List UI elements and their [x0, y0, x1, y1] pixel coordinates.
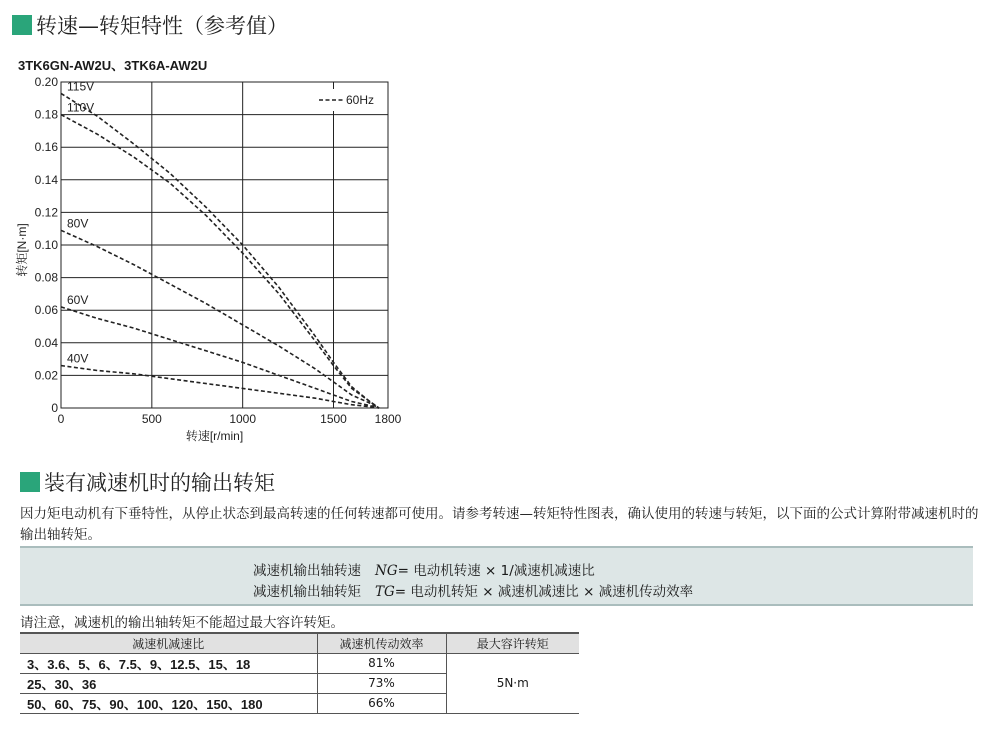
- series-label-110V: 110V: [67, 100, 95, 115]
- y-tick-label: 0.10: [34, 238, 58, 252]
- intro-paragraph: 因力矩电动机有下垂特性，从停止状态到最高转速的任何转速都可使用。请参考转速—转矩特性图表，确认使用的转速与转矩，以下面的公式计算附带减速机时的输出轴转矩。: [20, 506, 979, 543]
- y-tick-label: 0: [51, 401, 58, 415]
- ratio-cell: 25、30、36: [20, 673, 317, 693]
- formula-expression: = 电动机转矩 × 减速机减速比 × 减速机传动效率: [394, 584, 694, 600]
- formula-symbol: TG: [375, 584, 395, 600]
- section-title-output-torque: [20, 467, 275, 497]
- y-tick-label: 0.14: [34, 172, 58, 187]
- x-tick-label: 500: [141, 412, 162, 426]
- y-tick-label: 0.16: [34, 140, 58, 155]
- formula-expression: = 电动机转速 × 1/减速机减速比: [397, 563, 595, 579]
- max-torque-cell: 5N·m: [446, 653, 579, 713]
- y-tick-label: 0.06: [34, 303, 58, 318]
- series-label-115V: 115V: [67, 79, 95, 94]
- formula-box: [20, 546, 973, 606]
- ratio-cell: 50、60、75、90、100、120、150、180: [20, 693, 317, 713]
- y-tick-label: 0.04: [34, 335, 58, 350]
- efficiency-cell: 73%: [317, 673, 446, 693]
- note-text: 请注意，减速机的输出轴转矩不能超过最大容许转矩。: [20, 615, 344, 631]
- x-tick-label: 1500: [320, 412, 347, 426]
- section-title-text: 转速—转矩特性（参考值）: [36, 14, 288, 38]
- x-tick-label: 1800: [374, 412, 402, 426]
- y-tick-label: 0.02: [34, 368, 58, 383]
- formula-symbol: NG: [375, 563, 398, 579]
- model-name: 3TK6GN-AW2U、3TK6A-AW2U: [18, 58, 208, 73]
- series-label-80V: 80V: [67, 216, 89, 231]
- y-tick-label: 0.12: [34, 205, 58, 220]
- legend-label: 60Hz: [346, 93, 375, 107]
- y-tick-label: 0.20: [34, 75, 58, 89]
- table-header-row: [20, 633, 579, 653]
- y-axis-label: 转矩[N·m]: [15, 223, 29, 277]
- header-efficiency: 减速机传动效率: [317, 633, 446, 653]
- chart-grid: [61, 82, 388, 408]
- y-tick-label: 0.18: [34, 107, 58, 122]
- section-title-speed-torque: [12, 10, 288, 40]
- formula-label: 减速机输出轴转矩: [253, 584, 361, 600]
- title-marker-icon: [20, 472, 40, 492]
- title-marker-icon: [12, 15, 32, 35]
- section-title-text: 装有减速机时的输出转矩: [44, 471, 275, 495]
- formula-label: 减速机输出轴转速: [253, 563, 361, 579]
- formula-torque: [253, 580, 693, 600]
- x-tick-label: 0: [57, 412, 65, 426]
- efficiency-cell: 81%: [317, 653, 446, 673]
- series-label-40V: 40V: [67, 351, 89, 366]
- gear-spec-table: [20, 632, 579, 714]
- series-label-60V: 60V: [67, 292, 89, 307]
- header-ratio: 减速机减速比: [20, 633, 317, 653]
- speed-torque-chart: [0, 70, 420, 450]
- ratio-cell: 3、3.6、5、6、7.5、9、12.5、15、18: [20, 653, 317, 673]
- x-axis-label: 转速[r/min]: [185, 429, 244, 443]
- x-tick-label: 1000: [229, 412, 257, 426]
- formula-speed: [253, 559, 595, 579]
- header-max-torque: 最大容许转矩: [446, 633, 579, 653]
- table-row: [20, 653, 579, 673]
- y-tick-label: 0.08: [34, 270, 58, 285]
- efficiency-cell: 66%: [317, 693, 446, 713]
